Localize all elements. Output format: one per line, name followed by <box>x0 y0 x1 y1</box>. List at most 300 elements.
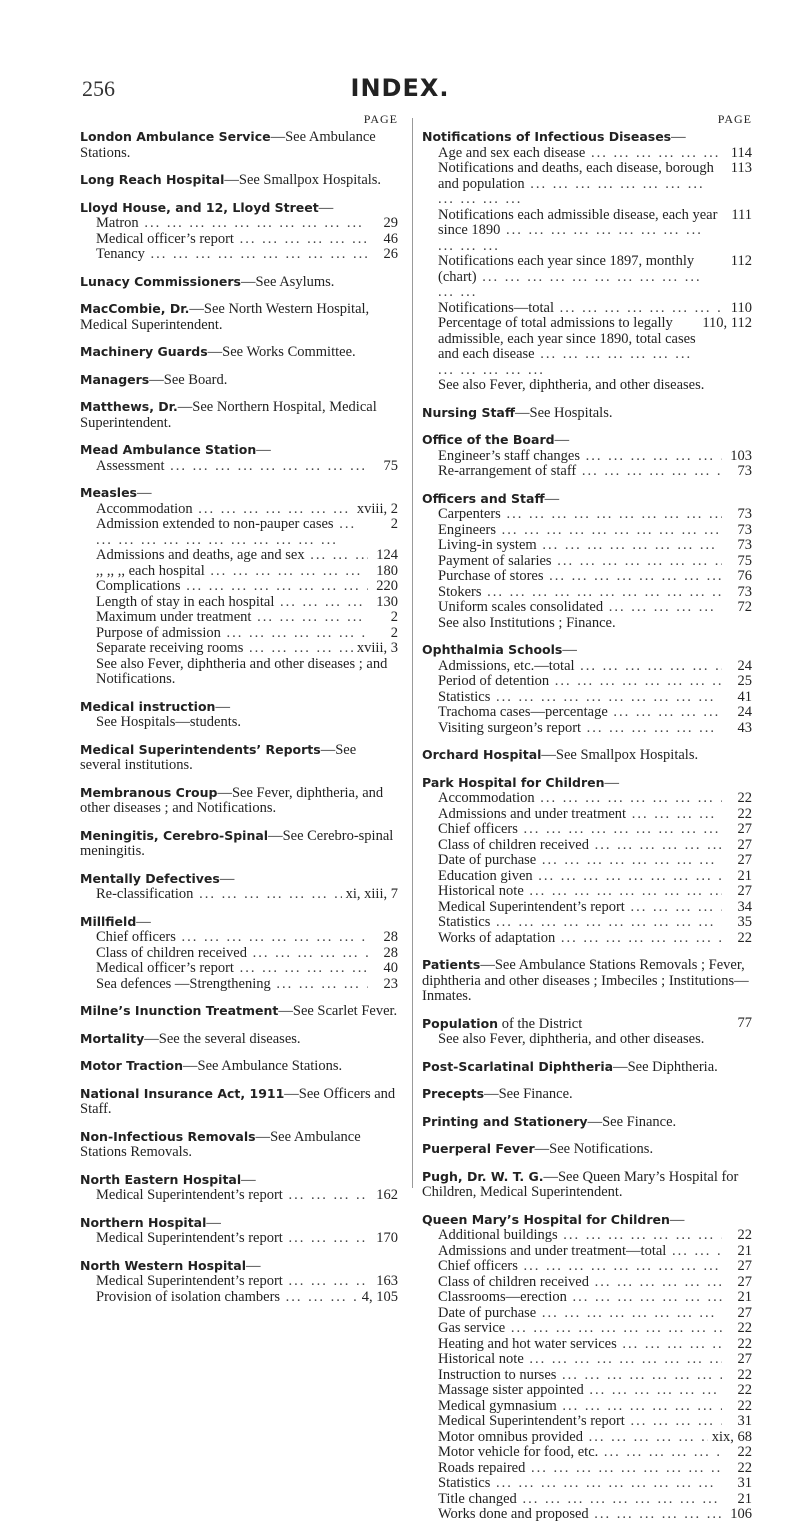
entry-heading: Milne’s Inunction Treatment <box>80 1003 279 1018</box>
subentry <box>80 1290 398 1306</box>
entry-reference: — <box>241 1171 256 1188</box>
entry-reference: — <box>604 774 620 791</box>
entry-heading: Queen Mary’s Hospital for Children <box>422 1211 670 1227</box>
index-entry <box>80 1058 398 1075</box>
subentry-text: Historical note ... . <box>438 884 722 900</box>
entry-heading: Orchard Hospital <box>422 747 542 762</box>
subentry-page: 73 <box>737 521 752 538</box>
subentry <box>80 626 398 642</box>
entry-heading: Measles <box>80 485 137 500</box>
subentry-text: Admissions and deaths, age and sex ... . <box>96 548 368 564</box>
entry-head <box>422 432 752 449</box>
index-entry <box>80 914 398 993</box>
index-entry <box>80 1172 398 1204</box>
subentry-text: Tenancy ... . <box>96 247 368 263</box>
entry-head <box>422 129 752 146</box>
subentry-page: xviii, 2 <box>356 500 398 517</box>
subentry-page: 27 <box>737 852 752 868</box>
entry-head <box>80 699 398 716</box>
entry-head <box>80 1003 398 1020</box>
entry-reference: —See Fever, diphtheria, and other diseases ; and Notifications. <box>80 784 384 816</box>
entry-reference: — <box>671 129 686 145</box>
subentry-text: Purpose of admission ... . <box>96 626 368 642</box>
subentry-page: 22 <box>737 805 752 822</box>
subentry <box>422 900 752 916</box>
subentry-text: Works of adaptation ... . <box>438 931 722 947</box>
entry-heading: Managers <box>80 371 150 387</box>
entry-note: See Hospitals—students. <box>96 714 241 730</box>
entry-reference: —See Notifications. <box>534 1141 654 1157</box>
subentry-page: 31 <box>737 1413 752 1429</box>
subentry-text: Medical Superintendent’s report ... . <box>438 1414 722 1430</box>
index-entry <box>80 1129 398 1161</box>
entry-reference: —See Works Committee. <box>207 344 356 360</box>
subentry <box>422 1275 752 1291</box>
subentry <box>80 459 398 475</box>
entry-heading: Membranous Croup <box>80 784 218 800</box>
subentry <box>80 961 398 977</box>
entry-reference: —See Scarlet Fever. <box>278 1003 398 1019</box>
entry-head <box>422 1016 752 1033</box>
entry-reference: —See Officers and Staff. <box>80 1085 396 1117</box>
subentry-page: 170 <box>376 1230 398 1246</box>
index-entry <box>422 1016 752 1048</box>
entry-heading: Office of the Board <box>422 432 555 447</box>
subentry-text: Class of children received ... . <box>438 1275 722 1291</box>
subentry-text: Accommodation ... . <box>96 502 353 518</box>
entry-reference: —See the several diseases. <box>144 1030 301 1047</box>
entry-reference: — <box>219 870 235 887</box>
subentry <box>422 822 752 838</box>
subentry <box>80 887 398 903</box>
entry-head <box>80 301 398 333</box>
index-entry <box>80 129 398 161</box>
subentry <box>422 1461 752 1477</box>
subentry-text: Admissions and under treatment—total ... . <box>438 1244 722 1260</box>
entry-heading: Officers and Staff <box>422 490 545 506</box>
subentry <box>422 1492 752 1508</box>
index-entry <box>80 1086 398 1118</box>
subentry <box>422 538 752 554</box>
subentry <box>422 915 752 931</box>
subentry-page: 22 <box>737 1397 752 1414</box>
index-entry <box>422 747 752 764</box>
page-column-label: PAGE <box>717 112 752 126</box>
subentry <box>422 1290 752 1306</box>
subentry-page: 24 <box>737 704 752 720</box>
entry-heading: Motor Traction <box>80 1058 184 1073</box>
index-entry <box>422 1212 752 1523</box>
entry-head <box>422 1141 752 1158</box>
subentry <box>422 1445 752 1461</box>
subentry-page: 46 <box>383 230 398 247</box>
entry-heading: Lunacy Commissioners <box>80 273 241 289</box>
subentry-page: 73 <box>737 463 752 479</box>
entry-heading: Machinery Guards <box>80 344 208 359</box>
entry-heading: Northern Hospital <box>80 1214 207 1230</box>
entry-heading: Mead Ambulance Station <box>80 442 257 457</box>
subentry-page: 22 <box>737 1320 752 1336</box>
subentry <box>422 721 752 737</box>
subentry-page: 21 <box>737 867 752 884</box>
subentry-page: 23 <box>383 975 398 992</box>
page-number: 256 <box>82 76 115 101</box>
subentry-page: 43 <box>737 719 752 736</box>
index-entry <box>80 871 398 903</box>
entry-head <box>422 1212 752 1229</box>
entry-head <box>80 785 398 817</box>
entry-reference: —See Ambulance Stations Removals ; Fever, diphtheria and other diseases ; Imbeciles ; Institutions—Inmates. <box>422 957 749 1004</box>
subentry-page: 27 <box>737 883 752 899</box>
subentry-text: Age and sex each disease ... . <box>438 146 722 162</box>
entry-reference: —See Cerebro-spinal meningitis. <box>80 827 394 859</box>
entry-reference: of the District <box>498 1015 583 1032</box>
subentry <box>422 1476 752 1492</box>
entry-reference: —See Ambulance Stations Removals. <box>80 1128 361 1160</box>
subentry-page: 22 <box>737 790 752 806</box>
entry-note: See also Institutions ; Finance. <box>438 614 616 631</box>
index-entry <box>422 957 752 1005</box>
entry-heading: Mortality <box>80 1030 145 1046</box>
subentry-text: Notifications each admissible disease, each year since 1890 ... . <box>438 208 722 255</box>
subentry <box>80 216 398 232</box>
subentry-text: Education given ... . <box>438 869 722 885</box>
subentry-page: 22 <box>737 1366 752 1383</box>
entry-head <box>80 442 398 459</box>
index-entry <box>422 642 752 736</box>
entry-heading: Printing and Stationery <box>422 1113 588 1129</box>
entry-head <box>80 485 398 502</box>
entry-reference: —See Smallpox Hospitals. <box>224 172 382 188</box>
subentry-text: Chief officers ... . <box>438 822 722 838</box>
subentry-page: 22 <box>737 1227 752 1243</box>
index-entry <box>422 1141 752 1158</box>
subentry-page: 28 <box>383 929 398 945</box>
entry-head <box>80 172 398 189</box>
subentry <box>80 579 398 595</box>
subentry-text: Re-arrangement of staff ... . <box>438 464 722 480</box>
subentry-page: 73 <box>737 506 752 522</box>
index-entry <box>422 129 752 394</box>
subentry <box>422 449 752 465</box>
subentry <box>80 502 398 518</box>
entry-head <box>80 1058 398 1075</box>
subentry-page: 21 <box>737 1490 752 1507</box>
subentry <box>422 690 752 706</box>
entry-heading: London Ambulance Service <box>80 129 271 144</box>
subentry-page: 40 <box>383 960 398 976</box>
index-entry <box>422 1059 752 1076</box>
entry-head <box>80 200 398 217</box>
entry-head <box>80 1129 398 1161</box>
subentry <box>422 585 752 601</box>
subentry-page: 110, 112 <box>702 315 752 331</box>
entry-head <box>422 775 752 792</box>
entry-reference: — <box>206 1214 221 1231</box>
subentry-page: 24 <box>737 657 752 674</box>
entry-head <box>422 1086 752 1103</box>
subentry-page: 26 <box>383 246 398 262</box>
index-entry <box>422 405 752 422</box>
subentry-text: Visiting surgeon’s report ... . <box>438 721 722 737</box>
subentry-page: 113 <box>730 160 752 176</box>
subentry <box>422 523 752 539</box>
subentry-text: Class of children received ... . <box>438 838 722 854</box>
subentry-text: Classrooms—erection ... . <box>438 1290 722 1306</box>
subentry-page: 25 <box>737 673 752 689</box>
subentry-text: Instruction to nurses ... . <box>438 1368 722 1384</box>
subentry-page: 27 <box>737 1351 752 1367</box>
subentry-text: Medical Superintendent’s report ... . <box>96 1274 368 1290</box>
entry-head <box>80 129 398 161</box>
entry-heading: Pugh, Dr. W. T. G. <box>422 1168 544 1184</box>
subentry-page: 130 <box>376 593 398 610</box>
entry-heading: Park Hospital for Children <box>422 774 605 790</box>
entry-heading: Long Reach Hospital <box>80 172 225 187</box>
subentry-text: ,, ,, ,, each hospital ... . <box>96 564 368 580</box>
index-entry <box>422 1086 752 1103</box>
subentry-page: 106 <box>730 1506 752 1522</box>
subentry-page: 73 <box>737 583 752 600</box>
entry-reference: — <box>246 1257 261 1274</box>
subentry-page: 27 <box>737 1304 752 1321</box>
subentry <box>422 705 752 721</box>
index-entry <box>80 485 398 688</box>
subentry-page: 180 <box>376 562 398 579</box>
subentry-page: 22 <box>737 1335 752 1352</box>
index-entry <box>80 828 398 860</box>
subentry-page: 75 <box>737 552 752 569</box>
index-column-left <box>80 112 398 1316</box>
subentry-page: 34 <box>737 898 752 915</box>
subentry-text: Provision of isolation chambers ... . <box>96 1290 358 1306</box>
entry-reference: — <box>256 442 271 458</box>
entry-head <box>422 1059 752 1076</box>
entries-left <box>80 129 398 1305</box>
subentry-page: 220 <box>376 578 398 594</box>
entry-reference: —See Asylums. <box>240 273 335 290</box>
subentry-text: Purchase of stores ... . <box>438 569 722 585</box>
subentry <box>422 1228 752 1244</box>
subentry <box>422 1368 752 1384</box>
index-entry <box>80 200 398 263</box>
subentry-page: 75 <box>383 457 398 474</box>
subentry <box>422 1321 752 1337</box>
entry-heading: Patients <box>422 957 481 972</box>
subentry-text: Uniform scales consolidated ... . <box>438 600 722 616</box>
subentry <box>80 595 398 611</box>
subentry-page: 2 <box>390 609 398 625</box>
subentry-text: Chief officers ... . <box>96 930 368 946</box>
entry-head <box>80 399 398 431</box>
index-entry <box>80 344 398 361</box>
subentry-page: 162 <box>376 1187 398 1203</box>
index-column-right <box>422 112 752 1534</box>
entry-reference: — <box>137 485 152 501</box>
subentry-page: 22 <box>737 1444 752 1460</box>
entry-head <box>422 1169 752 1201</box>
subentry <box>80 946 398 962</box>
subentry-text: Re-classification ... . <box>96 887 342 903</box>
entry-heading: Mentally Defectives <box>80 870 220 886</box>
subentry-text: Complications ... . <box>96 579 368 595</box>
subentry-page: 4, 105 <box>361 1288 398 1305</box>
subentry-page: xix, 68 <box>711 1428 752 1445</box>
entry-reference: —See Board. <box>149 371 228 388</box>
subentry-page: 163 <box>376 1273 398 1289</box>
subentry-text: Living-in system ... . <box>438 538 722 554</box>
subentry <box>422 853 752 869</box>
subentry <box>422 1430 752 1446</box>
entry-head <box>80 742 398 774</box>
subentry-text: Massage sister appointed ... . <box>438 1383 722 1399</box>
subentry-text: Trachoma cases—percentage ... . <box>438 705 722 721</box>
subentry-page: 73 <box>737 537 752 553</box>
subentry <box>422 1414 752 1430</box>
subentry-text: Separate receiving rooms ... . <box>96 641 353 657</box>
entry-head <box>80 914 398 931</box>
subentry <box>422 1507 752 1523</box>
subentry-page: 35 <box>737 914 752 930</box>
subentry-text: Historical note ... . <box>438 1352 722 1368</box>
entry-reference: — <box>136 913 151 930</box>
subentry-text: Matron ... . <box>96 216 368 232</box>
index-entry <box>80 785 398 817</box>
subentry-page: 31 <box>737 1475 752 1491</box>
index-entry <box>80 699 398 731</box>
subentry-text: Carpenters ... . <box>438 507 722 523</box>
index-entry <box>80 301 398 333</box>
subentry-text: Heating and hot water services ... . <box>438 1337 722 1353</box>
subentry <box>422 1399 752 1415</box>
entry-heading: MacCombie, Dr. <box>80 301 190 316</box>
index-entry <box>80 442 398 474</box>
subentry-text: Medical Superintendent’s report ... . <box>96 1231 368 1247</box>
subentry-page: 22 <box>737 929 752 946</box>
subentry-text: Medical officer’s report ... . <box>96 961 368 977</box>
subentry <box>422 464 752 480</box>
entry-reference: —See several institutions. <box>80 741 357 773</box>
index-entry <box>80 399 398 431</box>
subentry <box>422 554 752 570</box>
entry-reference: — <box>544 490 560 507</box>
index-entry <box>422 1114 752 1131</box>
subentry-text: Admissions and under treatment ... . <box>438 807 722 823</box>
entry-reference: — <box>318 199 334 216</box>
subentry <box>422 838 752 854</box>
entry-note: See also Fever, diphtheria, and other diseases. <box>438 1031 705 1047</box>
entry-reference: —See Diphtheria. <box>613 1058 718 1075</box>
subentry <box>80 517 398 548</box>
entry-head <box>80 1258 398 1275</box>
subentry-text: Medical Superintendent’s report ... . <box>96 1188 368 1204</box>
entry-reference: —See Hospitals. <box>515 404 613 421</box>
entry-heading: Post-Scarlatinal Diphtheria <box>422 1058 614 1074</box>
entry-heading: North Eastern Hospital <box>80 1171 242 1187</box>
subentry-text: Statistics ... . <box>438 690 722 706</box>
subentry-text: Payment of salaries ... . <box>438 554 722 570</box>
entry-page: 77 <box>737 1014 752 1031</box>
entry-heading: Notifications of Infectious Diseases <box>422 129 672 144</box>
subentry-page: 124 <box>376 547 398 563</box>
index-entry <box>422 775 752 947</box>
subentry-text: Medical Superintendent’s report ... . <box>438 900 722 916</box>
index-entry <box>80 1003 398 1020</box>
subentry-text: Stokers ... . <box>438 585 722 601</box>
subentry-page: 22 <box>737 1382 752 1398</box>
subentry-text: Class of children received ... . <box>96 946 368 962</box>
index-entry <box>80 1258 398 1306</box>
entry-heading: Non-Infectious Removals <box>80 1128 256 1144</box>
column-divider <box>412 118 413 1188</box>
subentry <box>422 1306 752 1322</box>
subentry <box>422 208 752 255</box>
entry-heading: Medical instruction <box>80 698 216 714</box>
subentry-page: xi, xiii, 7 <box>345 886 398 902</box>
subentry-text: Additional buildings ... . <box>438 1228 722 1244</box>
subentry-text: Engineers ... . <box>438 523 722 539</box>
subentry-text: Date of purchase ... . <box>438 853 722 869</box>
entry-heading: Lloyd House, and 12, Lloyd Street <box>80 199 319 215</box>
entry-reference: — <box>562 642 577 658</box>
entry-head <box>80 1172 398 1189</box>
entry-heading: Medical Superintendents’ Reports <box>80 741 321 757</box>
subentry-text: Engineer’s staff changes ... . <box>438 449 722 465</box>
subentry <box>422 659 752 675</box>
subentry <box>422 1383 752 1399</box>
subentry-page: 72 <box>737 599 752 615</box>
subentry <box>422 884 752 900</box>
subentry-page: 110 <box>730 299 752 316</box>
subentry <box>80 1188 398 1204</box>
entry-heading: Ophthalmia Schools <box>422 642 563 657</box>
subentry <box>422 600 752 616</box>
subentry-text: Percentage of total admissions to legally admissible, each year since 1890, total cases and each disease ... . <box>438 316 698 378</box>
subentry <box>80 247 398 263</box>
entry-head <box>422 491 752 508</box>
subentry-text: Maximum under treatment ... . <box>96 610 368 626</box>
entry-head <box>80 344 398 361</box>
subentry-text: Date of purchase ... . <box>438 1306 722 1322</box>
subentry-text: Motor vehicle for food, etc. ... . <box>438 1445 722 1461</box>
subentry-text: Gas service ... . <box>438 1321 722 1337</box>
entry-reference: — <box>669 1211 685 1228</box>
entry-head <box>80 274 398 291</box>
subentry-page: 2 <box>390 624 398 641</box>
subentry-text: Notifications and deaths, each disease, borough and population ... . <box>438 161 722 208</box>
subentry-text: Sea defences —Strengthening ... . <box>96 977 368 993</box>
entry-heading: Precepts <box>422 1086 485 1101</box>
subentry <box>80 232 398 248</box>
entry-reference: —See Ambulance Stations. <box>80 129 376 161</box>
subentry <box>80 930 398 946</box>
subentry-page: 41 <box>737 688 752 705</box>
index-entry <box>422 491 752 632</box>
subentry-page: xviii, 3 <box>356 640 398 656</box>
entry-heading: North Western Hospital <box>80 1257 246 1273</box>
subentry <box>80 977 398 993</box>
entry-reference: — <box>215 698 230 715</box>
subentry <box>422 791 752 807</box>
entry-heading: National Insurance Act, 1911 <box>80 1085 285 1101</box>
entry-reference: —See Finance. <box>587 1113 677 1130</box>
subentry <box>422 1244 752 1260</box>
entry-reference: —See North Western Hospital, Medical Superintendent. <box>80 301 370 333</box>
subentry-text: Admissions, etc.—total ... . <box>438 659 722 675</box>
entry-heading: Nursing Staff <box>422 404 515 420</box>
subentry-text: Chief officers ... . <box>438 1259 722 1275</box>
index-entry <box>80 742 398 774</box>
